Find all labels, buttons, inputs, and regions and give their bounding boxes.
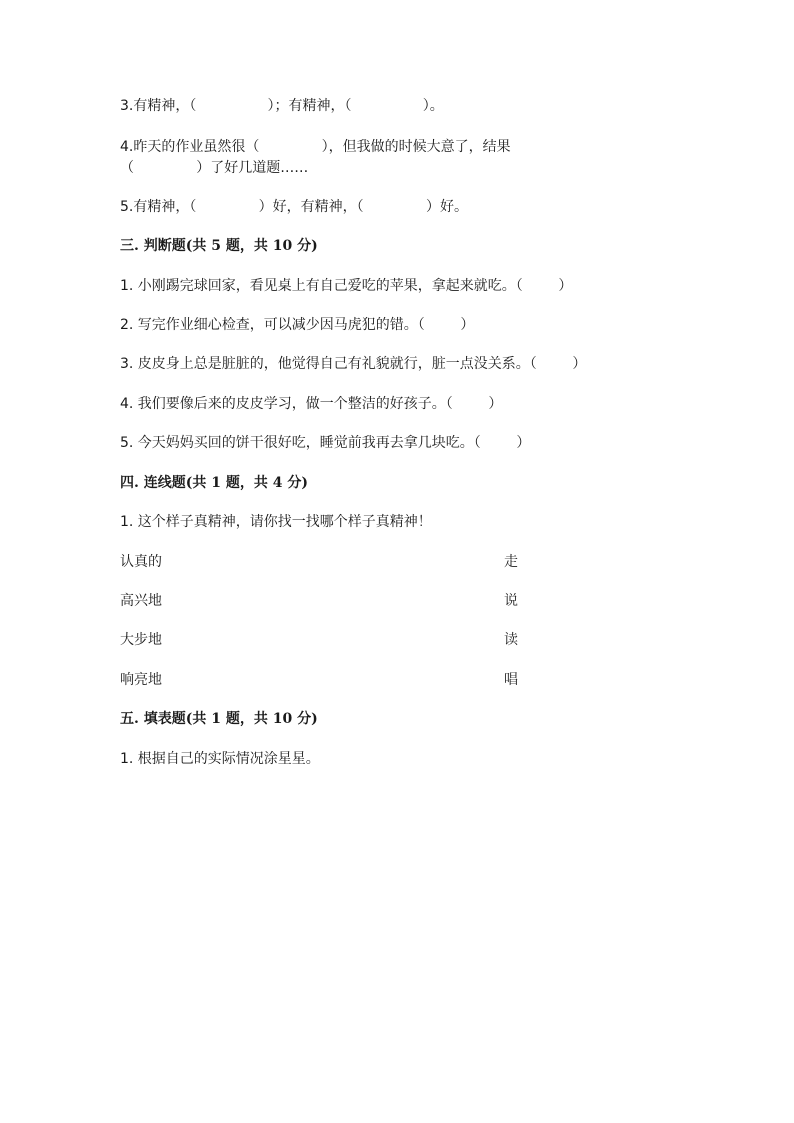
question-5-fill-blank: 5.有精神，（ ）好，有精神，（ ）好。 xyxy=(120,199,468,215)
section-3-title: 三. 判断题(共 5 题，共 10 分) xyxy=(120,238,318,254)
match-left-item: 响亮地 xyxy=(120,672,162,688)
fill-table-question: 1. 根据自己的实际情况涂星星。 xyxy=(120,751,320,767)
question-4-line-1: 4.昨天的作业虽然很（ ），但我做的时候大意了，结果 xyxy=(120,139,511,155)
matching-question: 1. 这个样子真精神，请你找一找哪个样子真精神！ xyxy=(120,514,432,530)
judge-item-2: 2. 写完作业细心检查，可以减少因马虎犯的错。（ ） xyxy=(120,317,475,333)
question-4-line-2: （ ）了好几道题…… xyxy=(120,160,309,176)
match-right-item: 唱 xyxy=(504,672,518,688)
section-5-title: 五. 填表题(共 1 题，共 10 分) xyxy=(120,711,318,727)
judge-item-1: 1. 小刚踢完球回家，看见桌上有自己爱吃的苹果，拿起来就吃。（ ） xyxy=(120,278,573,294)
match-left-item: 认真的 xyxy=(120,554,162,570)
match-right-item: 走 xyxy=(504,554,518,570)
match-right-item: 说 xyxy=(504,593,518,609)
question-3-fill-blank: 3.有精神，（ ）；有精神，（ ）。 xyxy=(120,98,444,114)
section-4-title: 四. 连线题(共 1 题，共 4 分) xyxy=(120,475,308,491)
judge-item-5: 5. 今天妈妈买回的饼干很好吃，睡觉前我再去拿几块吃。（ ） xyxy=(120,435,531,451)
match-left-item: 大步地 xyxy=(120,632,162,648)
judge-item-3: 3. 皮皮身上总是脏脏的，他觉得自己有礼貌就行，脏一点没关系。（ ） xyxy=(120,356,587,372)
judge-item-4: 4. 我们要像后来的皮皮学习，做一个整洁的好孩子。（ ） xyxy=(120,396,503,412)
match-right-item: 读 xyxy=(504,632,518,648)
match-left-item: 高兴地 xyxy=(120,593,162,609)
